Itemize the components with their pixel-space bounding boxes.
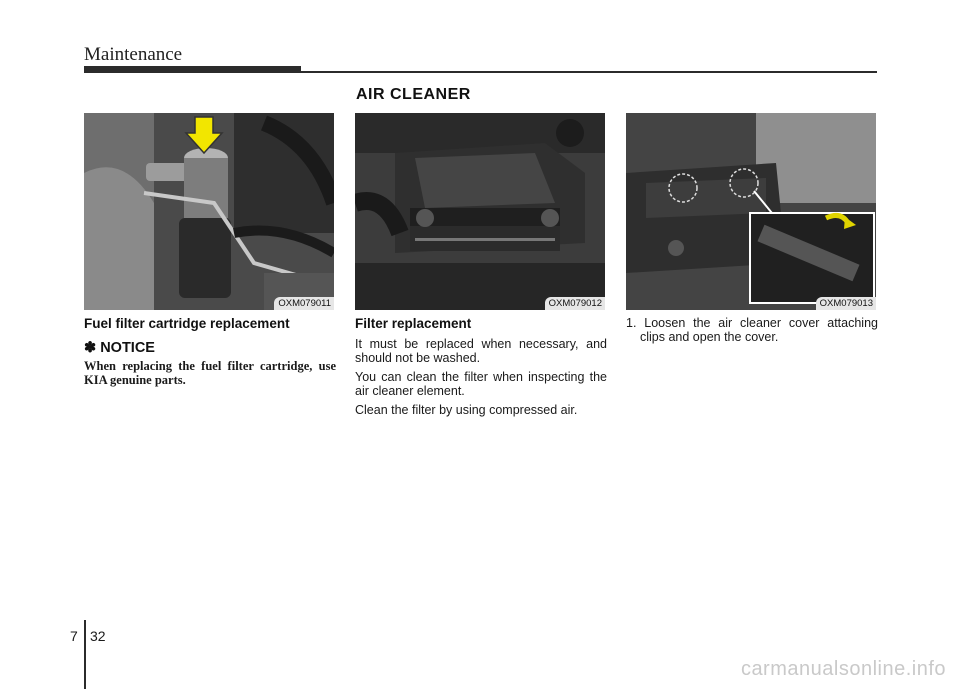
page-heading: AIR CLEANER <box>356 86 471 103</box>
column-steps <box>626 316 878 344</box>
image-caption: OXM079011 <box>274 297 334 310</box>
notice-icon: ✽ <box>84 340 97 356</box>
page-number: 32 <box>90 628 106 644</box>
paragraph: It must be replaced when necessary, and should not be washed. <box>355 337 607 365</box>
photo-cover-clips <box>626 113 876 310</box>
notice-heading <box>84 340 336 356</box>
image-caption: OXM079013 <box>816 297 876 310</box>
watermark: carmanualsonline.info <box>740 658 946 680</box>
photo-fuel-filter <box>84 113 334 310</box>
step-item: 1. Loosen the air cleaner cover attaching clips and open the cover. <box>626 316 878 344</box>
footer-divider <box>84 620 86 689</box>
subsection-title: Fuel filter cartridge replacement <box>84 316 290 331</box>
photo-air-cleaner <box>355 113 605 310</box>
paragraph: Clean the filter by using compressed air. <box>355 403 578 417</box>
column-fuel-filter <box>84 316 336 387</box>
notice-text: When replacing the fuel filter cartridge, use KIA genuine parts. <box>84 359 336 387</box>
chapter-number: 7 <box>70 628 78 644</box>
subsection-title: Filter replacement <box>355 316 472 331</box>
notice-label: NOTICE <box>100 340 155 356</box>
column-filter-replacement <box>355 316 607 422</box>
header-rule-thin <box>301 71 877 73</box>
image-caption: OXM079012 <box>545 297 605 310</box>
header-rule-thick <box>84 66 301 73</box>
paragraph: You can clean the filter when inspecting the air cleaner element. <box>355 370 607 398</box>
section-title: Maintenance <box>84 44 183 65</box>
